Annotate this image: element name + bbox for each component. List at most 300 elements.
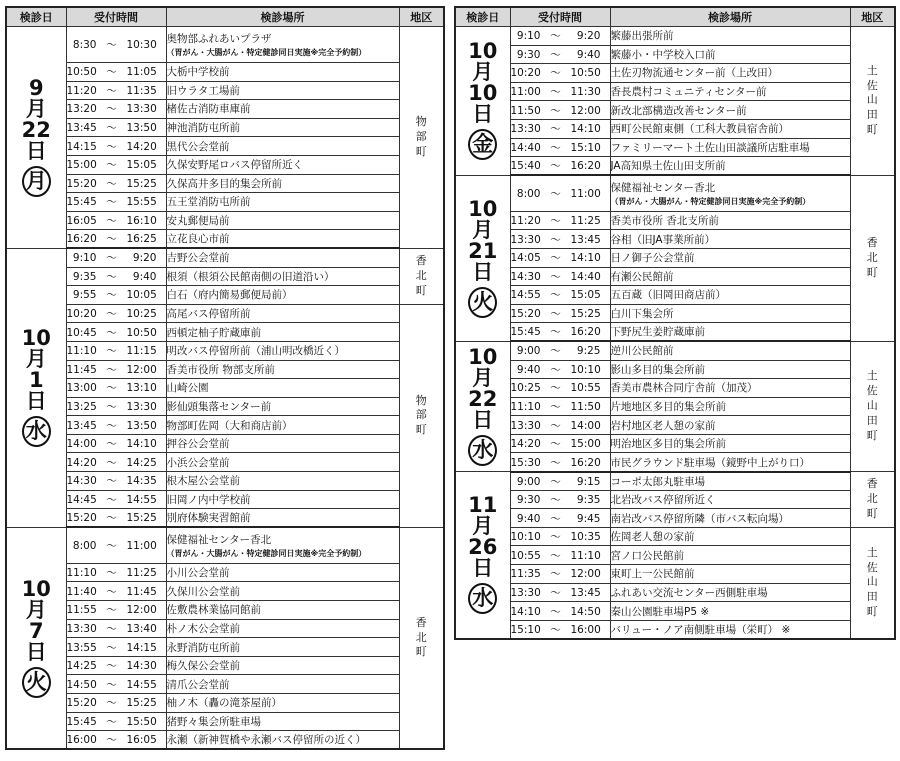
district-char: 町 — [415, 283, 427, 297]
table-row — [455, 27, 895, 46]
exam-location — [166, 360, 399, 379]
district-char: 田 — [866, 108, 878, 122]
reception-time — [66, 416, 166, 435]
location-name: 別府体験実習館前 — [166, 512, 251, 525]
header-area: 地区 — [850, 7, 895, 27]
table-row — [6, 137, 444, 156]
table-row — [6, 267, 444, 286]
end-time: 9:15 — [576, 475, 601, 488]
start-time: 14:55 — [510, 289, 541, 302]
reception-time — [66, 453, 166, 472]
start-time: 10:20 — [510, 67, 541, 80]
exam-location — [166, 656, 399, 675]
table-row — [455, 119, 895, 138]
location-name: 猪野々集会所駐車場 — [166, 715, 261, 728]
location-name: 山崎公園 — [166, 382, 209, 395]
district-char: 部 — [415, 408, 427, 422]
district-cell — [850, 472, 895, 528]
district-cell — [399, 248, 444, 304]
location-name: 永野消防屯所前 — [166, 641, 240, 654]
reception-time — [510, 45, 610, 64]
exam-location — [610, 602, 850, 621]
end-time: 15:25 — [570, 308, 601, 321]
start-time: 15:20 — [66, 177, 97, 190]
start-time: 13:20 — [66, 103, 97, 116]
end-time: 9:40 — [576, 48, 601, 61]
reception-time — [66, 230, 166, 249]
end-time: 15:10 — [570, 141, 601, 154]
table-row — [455, 453, 895, 472]
end-time: 13:45 — [570, 233, 601, 246]
table-row — [455, 341, 895, 360]
table-row — [455, 157, 895, 176]
table-row — [455, 472, 895, 491]
start-time: 11:55 — [66, 604, 97, 617]
start-time: 9:30 — [516, 493, 541, 506]
district-char: 香 — [415, 254, 427, 268]
location-name: 久保安野尾ロバス停留所近く — [166, 159, 303, 172]
header-place: 検診場所 — [166, 7, 399, 27]
district-char: 町 — [866, 123, 878, 137]
end-time: 9:20 — [576, 30, 601, 43]
exam-weekday: 水 — [468, 435, 497, 466]
table-row — [455, 267, 895, 286]
table-row — [455, 138, 895, 157]
exam-date-char: 7 — [28, 618, 44, 643]
reception-time — [66, 694, 166, 713]
location-name: 新改北部構造改善センター前 — [610, 104, 747, 117]
table-row — [455, 64, 895, 83]
exam-date-char: 10 — [21, 326, 51, 351]
time-separator: ～ — [106, 400, 117, 413]
end-time: 9:45 — [576, 512, 601, 525]
schedule-table-left — [5, 6, 445, 750]
exam-weekday: 月 — [22, 166, 51, 197]
location-name: 片地地区多目的集会所前 — [610, 400, 726, 413]
start-time: 11:40 — [66, 585, 97, 598]
district-char: 北 — [415, 630, 427, 644]
reception-time — [510, 490, 610, 509]
exam-location — [610, 583, 850, 602]
location-name: 有瀬公民館前 — [610, 270, 674, 283]
table-row — [455, 620, 895, 639]
end-time: 16:20 — [570, 326, 601, 339]
exam-location — [166, 137, 399, 156]
exam-location — [610, 453, 850, 472]
location-name: 香美市農林合同庁舎前（加茂） — [610, 382, 758, 395]
exam-date-cell — [6, 527, 66, 749]
reception-time — [510, 602, 610, 621]
reception-time — [510, 248, 610, 267]
time-separator: ～ — [106, 196, 117, 209]
exam-weekday: 金 — [468, 129, 497, 160]
time-separator: ～ — [550, 123, 561, 136]
exam-date-char: 10 — [468, 196, 498, 221]
exam-location — [166, 211, 399, 230]
start-time: 14:20 — [510, 438, 541, 451]
table-row — [6, 193, 444, 212]
reception-time — [510, 379, 610, 398]
location-name: 吉野公会堂前 — [166, 252, 230, 265]
header-time: 受付時間 — [510, 7, 610, 27]
exam-location — [610, 434, 850, 453]
location-name: JA高知県土佐山田支所前 — [610, 160, 726, 173]
district-char: 北 — [866, 492, 878, 506]
exam-location — [166, 527, 399, 563]
end-time: 9:40 — [132, 270, 157, 283]
start-time: 10:55 — [510, 549, 541, 562]
end-time: 13:30 — [126, 400, 157, 413]
reception-time — [66, 63, 166, 82]
location-name: 白石（府内簡易郵便局前） — [166, 289, 293, 302]
reception-time — [66, 155, 166, 174]
time-separator: ～ — [106, 419, 117, 432]
district-cell — [850, 527, 895, 639]
location-name: 逆川公民館前 — [610, 345, 674, 358]
district-cell — [399, 27, 444, 249]
reception-time — [510, 434, 610, 453]
time-separator: ～ — [106, 326, 117, 339]
end-time: 10:05 — [126, 289, 157, 302]
start-time: 15:30 — [510, 456, 541, 469]
district-char: 町 — [866, 605, 878, 619]
exam-date-char: 日 — [472, 407, 494, 432]
start-time: 16:05 — [66, 215, 97, 228]
table-row — [6, 490, 444, 509]
time-separator: ～ — [550, 345, 561, 358]
reception-time — [510, 101, 610, 120]
end-time: 11:25 — [570, 215, 601, 228]
exam-location — [610, 509, 850, 528]
reception-time — [510, 527, 610, 546]
table-row — [6, 286, 444, 305]
location-name: 影山多目的集会所前 — [610, 363, 705, 376]
reception-time — [510, 157, 610, 176]
location-name: ファミリーマート土佐山田談議所店駐車場 — [610, 141, 810, 154]
time-separator: ～ — [550, 289, 561, 302]
reception-time — [66, 118, 166, 137]
location-name: 繁藤小・中学校入口前 — [610, 48, 716, 61]
time-separator: ～ — [106, 475, 117, 488]
location-name: 根須（根須公民館南側の旧道沿い） — [166, 270, 335, 283]
start-time: 15:00 — [66, 159, 97, 172]
start-time: 10:20 — [66, 308, 97, 321]
table-row — [6, 638, 444, 657]
exam-location — [610, 119, 850, 138]
end-time: 14:10 — [570, 252, 601, 265]
time-separator: ～ — [550, 438, 561, 451]
time-separator: ～ — [550, 493, 561, 506]
time-separator: ～ — [550, 623, 561, 636]
reception-time — [66, 304, 166, 323]
reception-time — [66, 81, 166, 100]
district-char: 町 — [866, 265, 878, 279]
table-row — [455, 248, 895, 267]
start-time: 10:45 — [66, 326, 97, 339]
exam-location — [166, 434, 399, 453]
time-separator: ～ — [106, 604, 117, 617]
end-time: 10:25 — [126, 308, 157, 321]
time-separator: ～ — [106, 233, 117, 246]
start-time: 15:45 — [66, 715, 97, 728]
exam-location — [166, 379, 399, 398]
end-time: 15:50 — [126, 715, 157, 728]
location-name: 宮ノ口公民館前 — [610, 549, 684, 562]
exam-location — [166, 453, 399, 472]
location-name: 楮佐古消防車庫前 — [166, 103, 251, 116]
start-time: 14:20 — [66, 456, 97, 469]
end-time: 14:35 — [126, 475, 157, 488]
table-row — [6, 582, 444, 601]
table-row — [6, 81, 444, 100]
exam-location — [166, 563, 399, 582]
time-separator: ～ — [550, 215, 561, 228]
end-time: 15:25 — [126, 512, 157, 525]
table-row — [6, 360, 444, 379]
start-time: 13:30 — [510, 419, 541, 432]
exam-date-char: 21 — [468, 238, 498, 263]
district-char: 町 — [415, 144, 427, 158]
table-row — [6, 527, 444, 563]
time-separator: ～ — [550, 531, 561, 544]
location-name: ふれあい交流センター西側駐車場 — [610, 586, 768, 599]
exam-date-char: 22 — [468, 386, 498, 411]
table-row — [6, 712, 444, 731]
start-time: 13:30 — [510, 586, 541, 599]
exam-date-char: 月 — [472, 514, 494, 539]
location-name: 東町上一公民館前 — [610, 568, 695, 581]
district-char: 町 — [415, 645, 427, 659]
table-row — [455, 602, 895, 621]
exam-location — [166, 100, 399, 119]
time-separator: ～ — [550, 160, 561, 173]
exam-location — [610, 416, 850, 435]
district-char: 山 — [866, 399, 878, 413]
exam-location — [166, 638, 399, 657]
table-row — [455, 509, 895, 528]
time-separator: ～ — [106, 456, 117, 469]
time-separator: ～ — [106, 159, 117, 172]
location-note: （胃がん・大腸がん・特定健診同日実施※完全予約制） — [166, 549, 367, 559]
location-name: 永瀬（新神賀橋や永瀬バス停留所の近く） — [166, 734, 366, 747]
location-name: 西頓定柚子貯蔵庫前 — [166, 326, 261, 339]
reception-time — [66, 656, 166, 675]
location-name: 南岩改バス停留所隣（市バス転向場） — [610, 512, 789, 525]
exam-location — [166, 472, 399, 491]
table-row — [6, 509, 444, 528]
reception-time — [510, 267, 610, 286]
end-time: 10:50 — [126, 326, 157, 339]
start-time: 9:40 — [516, 512, 541, 525]
reception-time — [66, 379, 166, 398]
end-time: 16:20 — [570, 160, 601, 173]
time-separator: ～ — [106, 140, 117, 153]
table-row — [6, 472, 444, 491]
start-time: 14:10 — [510, 605, 541, 618]
location-name: 物部町佐岡（大和商店前） — [166, 419, 293, 432]
exam-location — [610, 565, 850, 584]
table-row — [6, 174, 444, 193]
time-separator: ～ — [550, 586, 561, 599]
start-time: 11:10 — [66, 345, 97, 358]
exam-date-char: 月 — [472, 60, 494, 85]
reception-time — [66, 731, 166, 750]
table-row — [455, 323, 895, 342]
exam-date-char: 日 — [472, 259, 494, 284]
table-row — [6, 27, 444, 63]
exam-location — [610, 304, 850, 323]
reception-time — [66, 100, 166, 119]
location-name: 安丸郵便局前 — [166, 215, 230, 228]
start-time: 14:50 — [66, 678, 97, 691]
table-row — [6, 416, 444, 435]
location-name: 明治地区多目的集会所前 — [610, 438, 726, 451]
table-row — [6, 694, 444, 713]
exam-location — [610, 175, 850, 211]
time-separator: ～ — [550, 86, 561, 99]
time-separator: ～ — [550, 605, 561, 618]
exam-location — [166, 174, 399, 193]
table-row — [6, 563, 444, 582]
exam-date-char: 9 — [28, 75, 44, 100]
exam-location — [166, 118, 399, 137]
exam-date-char: 月 — [472, 365, 494, 390]
reception-time — [510, 360, 610, 379]
location-name: 久保川公会堂前 — [166, 585, 240, 598]
end-time: 14:40 — [570, 270, 601, 283]
exam-location — [166, 27, 399, 63]
reception-time — [66, 619, 166, 638]
location-name: 香美市役所 物部支所前 — [166, 363, 275, 376]
district-char: 町 — [415, 423, 427, 437]
time-separator: ～ — [550, 549, 561, 562]
location-name: 下野尻生姜貯蔵庫前 — [610, 326, 705, 339]
exam-date-char: 月 — [25, 597, 47, 622]
header-time: 受付時間 — [66, 7, 166, 27]
district-char: 部 — [415, 130, 427, 144]
exam-location — [166, 490, 399, 509]
exam-date-char: 日 — [25, 639, 47, 664]
exam-location — [166, 248, 399, 267]
end-time: 13:10 — [126, 382, 157, 395]
reception-time — [66, 397, 166, 416]
end-time: 15:25 — [126, 177, 157, 190]
location-name: 押谷公会堂前 — [166, 438, 230, 451]
exam-location — [610, 527, 850, 546]
time-separator: ～ — [106, 382, 117, 395]
location-name: 市民グラウンド駐車場（鏡野中上がり口） — [610, 456, 810, 469]
table-row — [6, 379, 444, 398]
table-row — [6, 731, 444, 750]
start-time: 13:30 — [510, 233, 541, 246]
header-place: 検診場所 — [610, 7, 850, 27]
time-separator: ～ — [106, 641, 117, 654]
exam-location — [166, 286, 399, 305]
start-time: 11:10 — [510, 400, 541, 413]
table-row — [6, 434, 444, 453]
district-char: 田 — [866, 590, 878, 604]
reception-time — [510, 397, 610, 416]
location-name: 繁藤出張所前 — [610, 30, 674, 43]
exam-location — [610, 323, 850, 342]
district-char: 香 — [415, 615, 427, 629]
table-row — [6, 248, 444, 267]
exam-location — [166, 63, 399, 82]
exam-date-char: 10 — [468, 39, 498, 64]
time-separator: ～ — [106, 308, 117, 321]
exam-location — [610, 620, 850, 639]
end-time: 14:55 — [126, 678, 157, 691]
end-time: 14:10 — [570, 123, 601, 136]
exam-location — [610, 286, 850, 305]
start-time: 11:45 — [66, 363, 97, 376]
reception-time — [66, 472, 166, 491]
reception-time — [66, 675, 166, 694]
table-row — [6, 397, 444, 416]
end-time: 15:05 — [570, 289, 601, 302]
end-time: 11:30 — [570, 86, 601, 99]
time-separator: ～ — [550, 67, 561, 80]
header-row — [455, 7, 895, 27]
district-char: 物 — [415, 115, 427, 129]
exam-location — [610, 267, 850, 286]
district-char: 山 — [866, 93, 878, 107]
district-char: 土 — [866, 545, 878, 559]
table-row — [455, 379, 895, 398]
start-time: 11:35 — [510, 568, 541, 581]
time-separator: ～ — [550, 475, 561, 488]
exam-date-cell — [455, 175, 510, 341]
end-time: 15:05 — [126, 159, 157, 172]
exam-weekday: 火 — [22, 667, 51, 698]
end-time: 15:55 — [126, 196, 157, 209]
exam-location — [166, 582, 399, 601]
location-name: 柚ノ木（轟の滝茶屋前） — [166, 697, 282, 710]
table-row — [6, 211, 444, 230]
start-time: 13:30 — [66, 622, 97, 635]
exam-location — [610, 157, 850, 176]
district-char: 佐 — [866, 384, 878, 398]
time-separator: ～ — [106, 678, 117, 691]
end-time: 10:55 — [570, 382, 601, 395]
start-time: 11:00 — [510, 86, 541, 99]
exam-date-cell — [455, 27, 510, 176]
location-name: 佐岡老人憩の家前 — [610, 531, 695, 544]
exam-location — [166, 304, 399, 323]
exam-date-char: 日 — [25, 389, 47, 414]
reception-time — [510, 138, 610, 157]
exam-date-cell — [6, 248, 66, 527]
end-time: 13:45 — [570, 586, 601, 599]
district-char: 佐 — [866, 78, 878, 92]
reception-time — [66, 323, 166, 342]
time-separator: ～ — [550, 188, 561, 200]
reception-time — [66, 563, 166, 582]
reception-time — [66, 360, 166, 379]
time-separator: ～ — [106, 84, 117, 97]
location-name: 小浜公会堂前 — [166, 456, 230, 469]
exam-date-char: 10 — [21, 576, 51, 601]
district-cell — [850, 27, 895, 176]
end-time: 14:30 — [126, 660, 157, 673]
location-name: 清爪公会堂前 — [166, 678, 230, 691]
district-char: 香 — [866, 477, 878, 491]
location-name: 北岩改バス停留所近く — [610, 493, 716, 506]
table-row — [6, 155, 444, 174]
end-time: 11:00 — [570, 188, 601, 200]
reception-time — [66, 712, 166, 731]
end-time: 10:35 — [570, 531, 601, 544]
